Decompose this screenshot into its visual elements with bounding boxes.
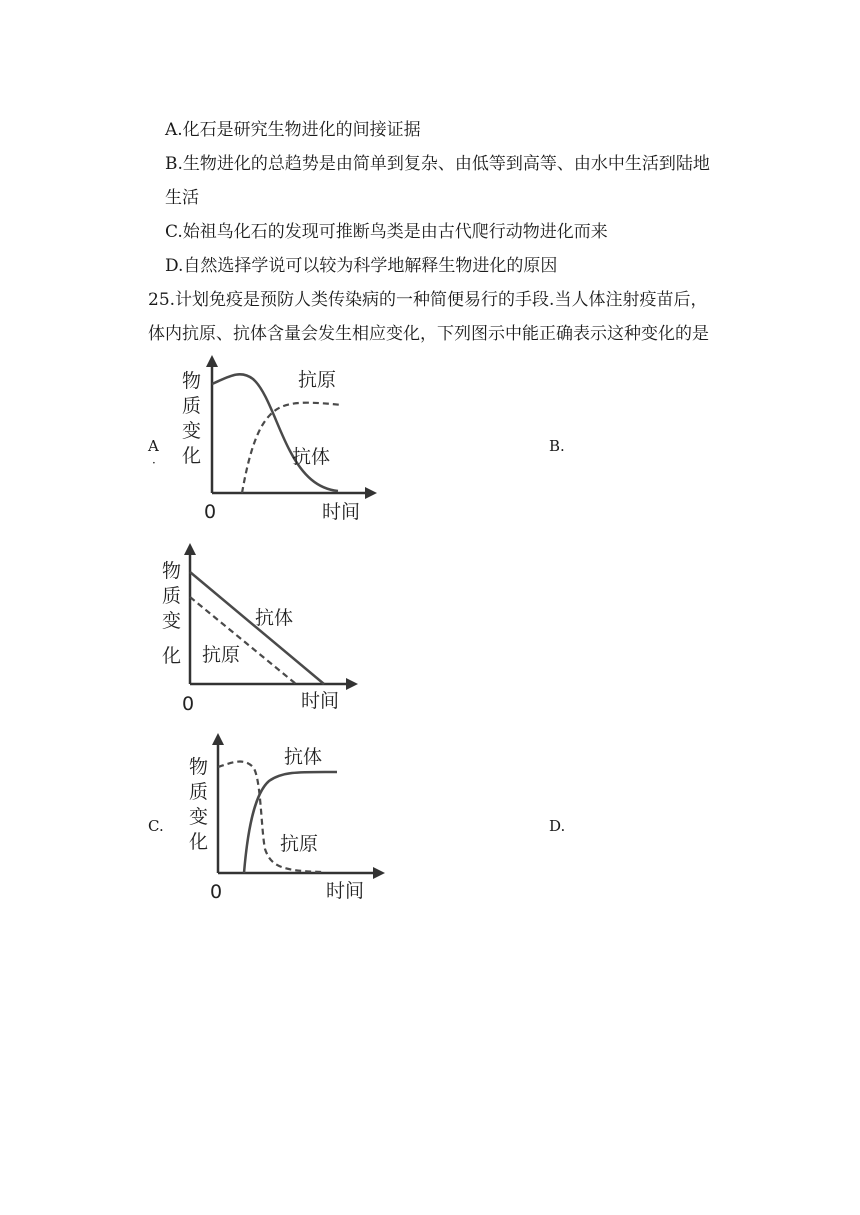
q24-option-c: C.始祖鸟化石的发现可推断鸟类是由古代爬行动物进化而来 xyxy=(165,222,608,242)
graph-b xyxy=(158,543,373,718)
graph-a-x-arrow xyxy=(365,487,377,499)
option-c-label: C. xyxy=(148,817,164,835)
q24-option-b-line2: 生活 xyxy=(165,188,199,208)
graph-a xyxy=(170,355,390,530)
graph-a-xlabel: 时间 xyxy=(322,501,361,523)
graph-c-ylabel-2: 质 xyxy=(189,781,209,803)
graph-c-antibody-curve xyxy=(244,772,337,873)
graph-a-antigen-label: 抗原 xyxy=(298,369,337,391)
graph-c-ylabel-4: 化 xyxy=(189,831,209,853)
graph-b-origin: 0 xyxy=(182,693,195,715)
graph-c-x-arrow xyxy=(373,867,385,879)
graph-c-y-arrow xyxy=(212,733,224,745)
graph-c-origin: 0 xyxy=(210,881,223,903)
graph-a-antibody-label: 抗体 xyxy=(292,446,331,468)
graph-b-y-arrow xyxy=(184,543,196,555)
graph-a-ylabel-4: 化 xyxy=(182,445,202,467)
graph-a-y-arrow xyxy=(206,355,218,367)
graph-a-ylabel-2: 质 xyxy=(182,395,202,417)
graph-c-xlabel: 时间 xyxy=(326,880,365,902)
graph-c-antigen-label: 抗原 xyxy=(280,833,319,855)
graph-a-ylabel-1: 物 xyxy=(182,370,202,392)
graph-b-ylabel-2: 质 xyxy=(162,585,182,607)
q25-stem-line1: 25.计划免疫是预防人类传染病的一种简便易行的手段.当人体注射疫苗后， xyxy=(148,290,708,310)
graph-b-ylabel-1: 物 xyxy=(162,560,182,582)
graph-c-ylabel-1: 物 xyxy=(189,756,209,778)
option-a-dot: · xyxy=(152,456,156,470)
q24-option-a: A.化石是研究生物进化的间接证据 xyxy=(165,120,421,140)
option-a-label: A xyxy=(148,437,159,455)
graph-b-ylabel-4: 化 xyxy=(162,645,182,667)
q25-stem-line2: 体内抗原、抗体含量会发生相应变化，下列图示中能正确表示这种变化的是 xyxy=(148,324,709,344)
q24-option-d: D.自然选择学说可以较为科学地解释生物进化的原因 xyxy=(165,256,558,276)
graph-c-antibody-label: 抗体 xyxy=(284,746,323,768)
graph-c-antigen-curve xyxy=(218,762,323,872)
graph-b-antibody-label: 抗体 xyxy=(255,607,294,629)
option-d-label: D. xyxy=(549,817,566,835)
graph-b-xlabel: 时间 xyxy=(301,690,340,712)
graph-b-ylabel-3: 变 xyxy=(162,610,182,632)
graph-c-ylabel-3: 变 xyxy=(189,806,209,828)
graph-b-antigen-label: 抗原 xyxy=(202,644,241,666)
q24-option-b-line1: B.生物进化的总趋势是由简单到复杂、由低等到高等、由水中生活到陆地 xyxy=(165,154,710,174)
graph-b-x-arrow xyxy=(346,678,358,690)
graph-a-origin: 0 xyxy=(204,501,217,523)
graph-c xyxy=(185,733,400,908)
graph-a-ylabel-3: 变 xyxy=(182,420,202,442)
option-b-label: B. xyxy=(549,437,565,455)
graph-a-antibody-curve xyxy=(212,374,338,491)
